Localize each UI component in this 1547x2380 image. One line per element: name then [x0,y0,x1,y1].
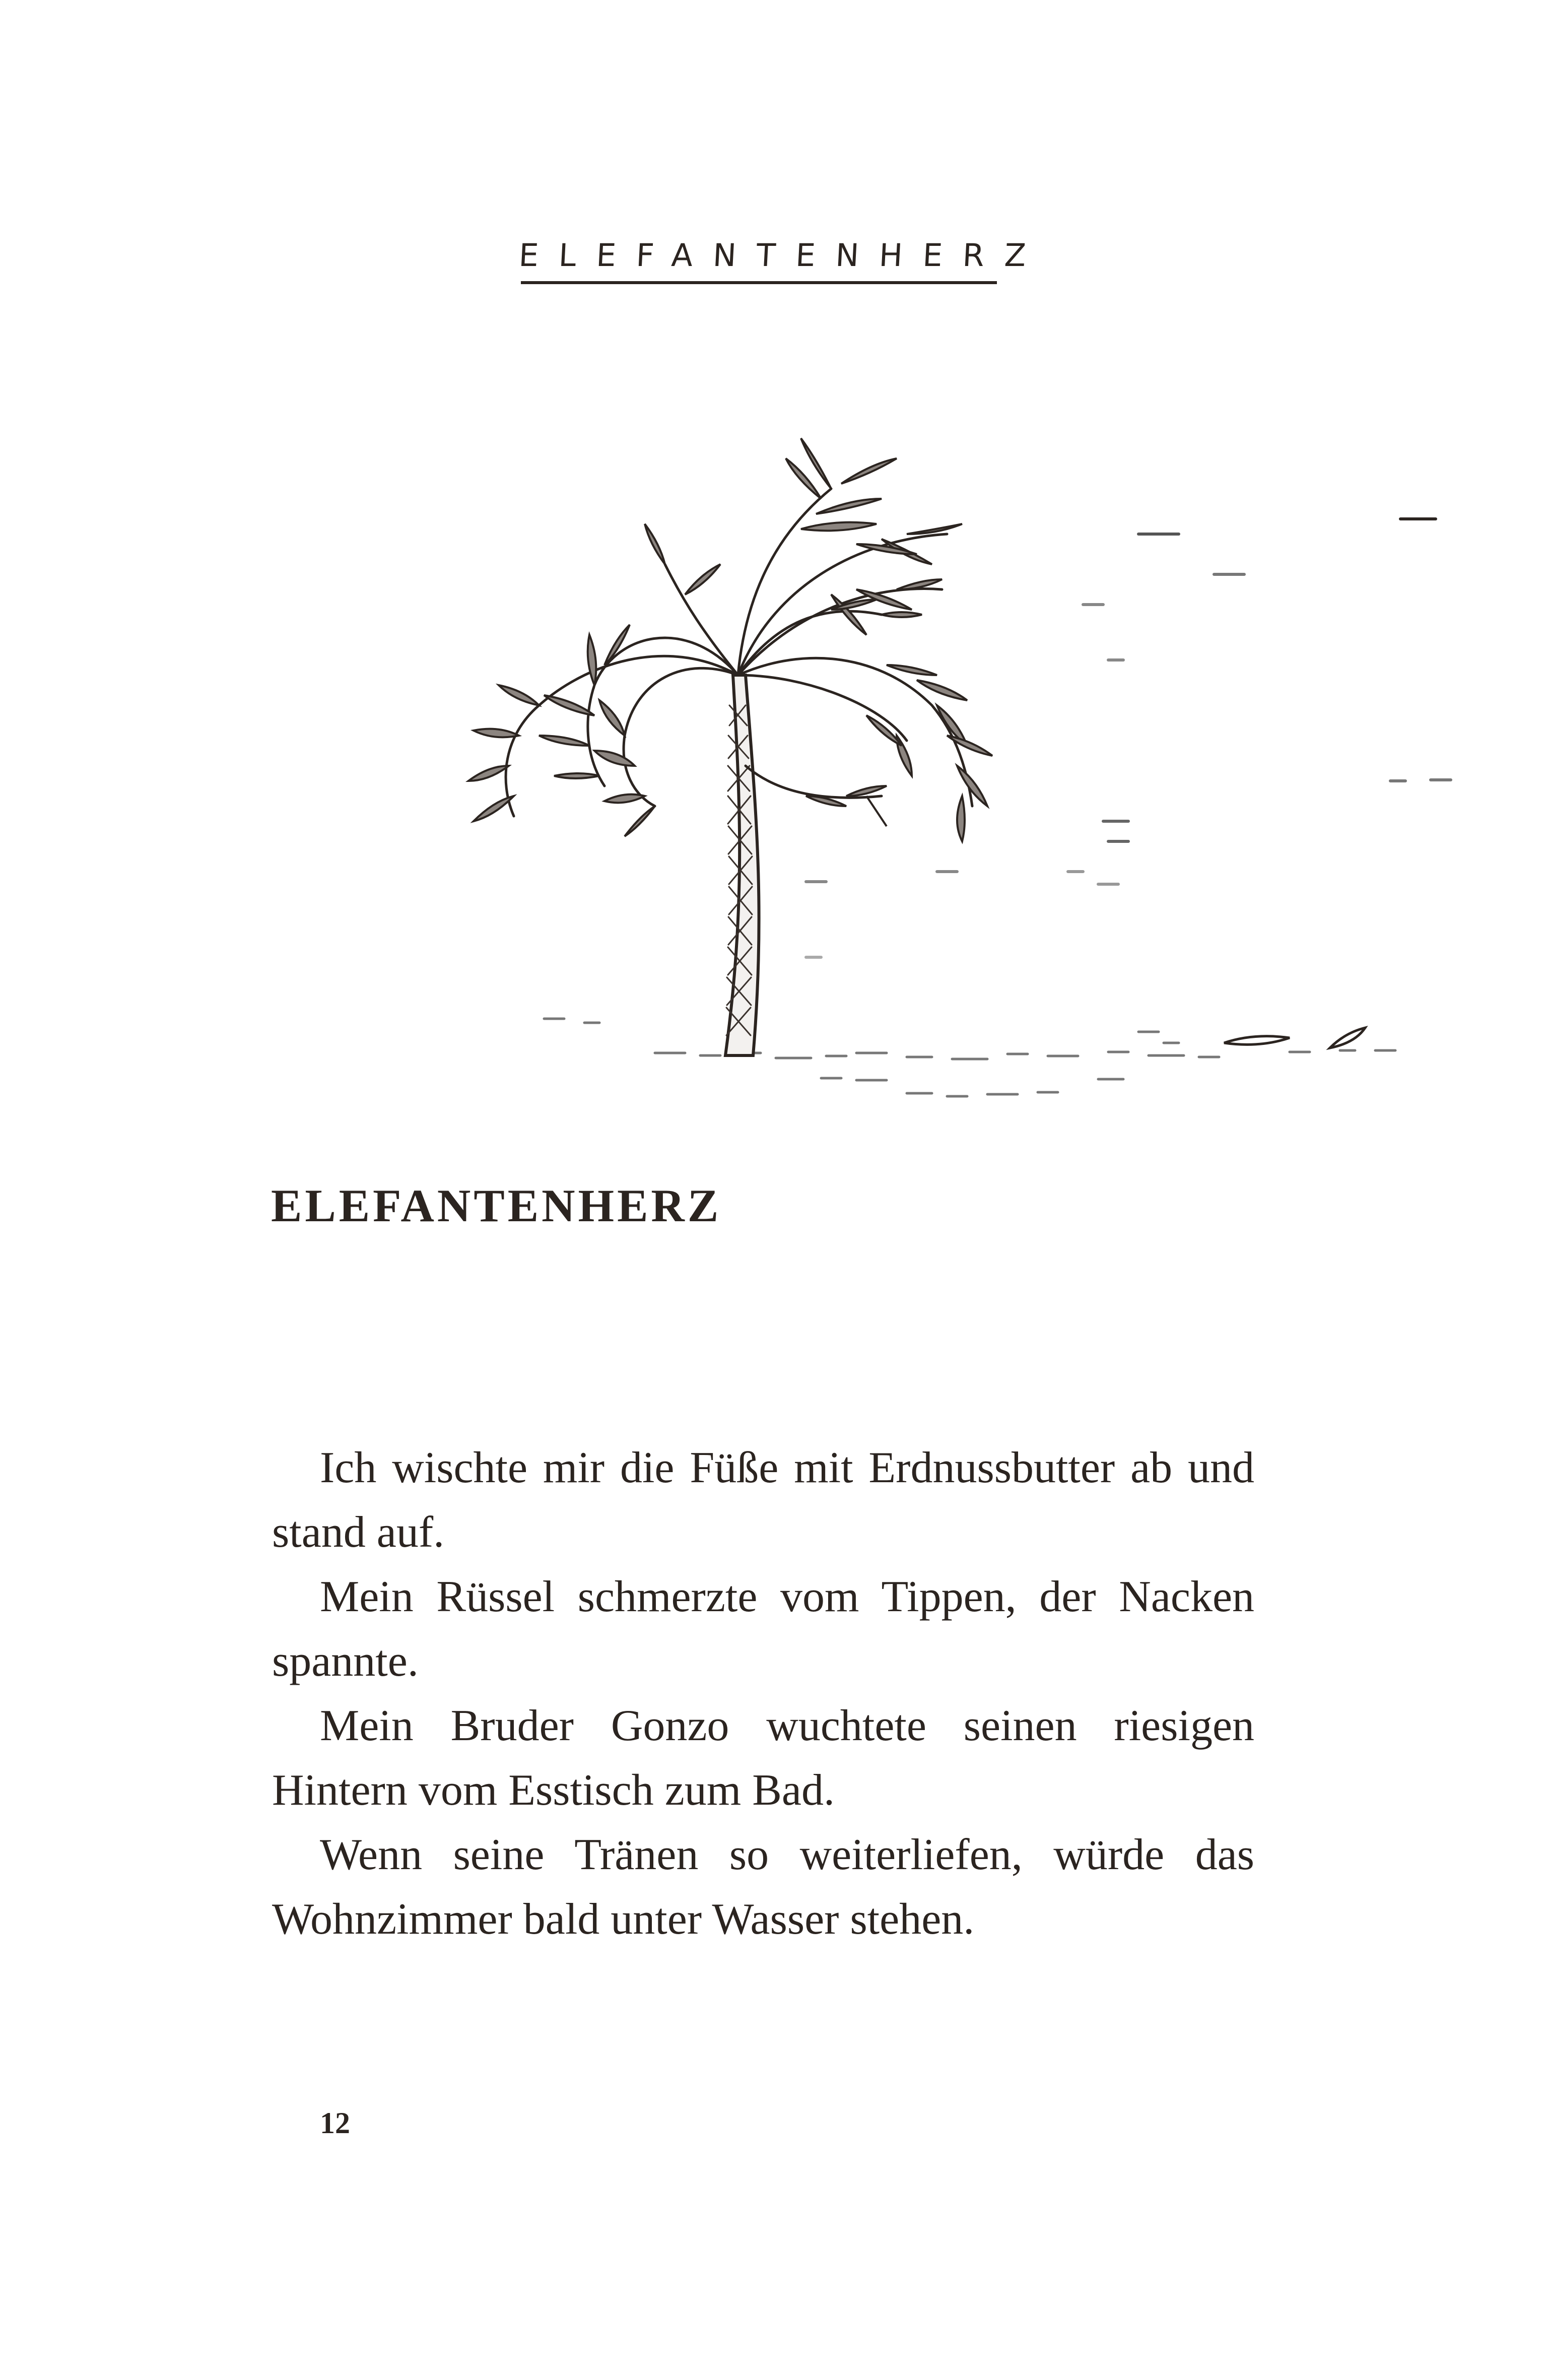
palm-trunk [725,675,759,1055]
wind-streaks [806,519,1451,957]
paragraph: Mein Bruder Gonzo wuchtete seinen riesigen Hintern vom Esstisch zum Bad. [272,1701,1254,1815]
page-number: 12 [320,2106,350,2140]
paragraph: Ich wischte mir die Füße mit Erdnussbutter ab und stand auf. [272,1443,1254,1557]
palm-tree-illustration [302,353,1461,1118]
running-head-underline [521,281,997,284]
fallen-leaf [1330,1028,1365,1048]
running-head [518,222,1047,292]
chapter-title: ELEFANTENHERZ [271,1180,722,1231]
chapter-body [272,1436,1254,1952]
paragraph: Wenn seine Tränen so weiterliefen, würde das Wohnzimmer bald unter Wasser stehen. [272,1830,1254,1944]
paragraph: Mein Rüssel schmerzte vom Tippen, der Nacken spannte. [272,1572,1254,1686]
palm-leaflets [468,438,992,841]
ground-dashes [544,1019,1395,1096]
running-head-text: ELEFANTENHERZ [518,237,1047,274]
fallen-leaf [1224,1036,1290,1045]
